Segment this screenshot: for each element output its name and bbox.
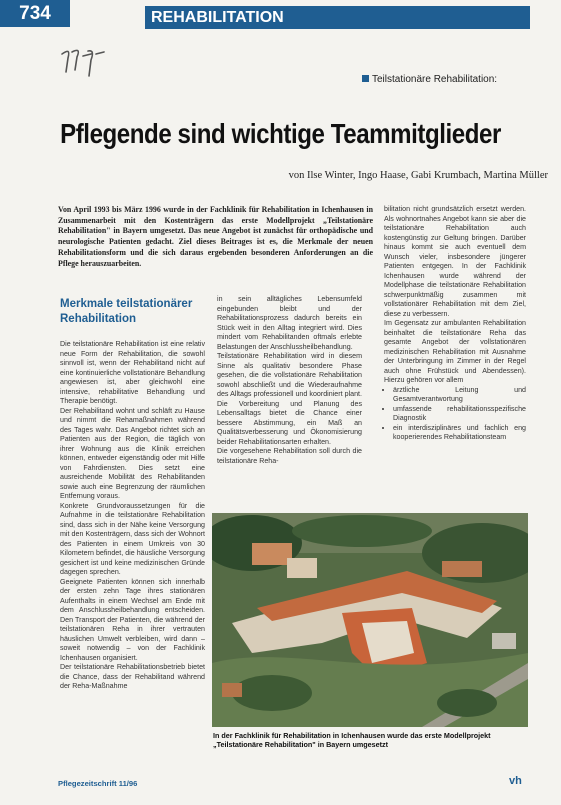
paragraph: bilitation nicht grundsätzlich ersetzt werden. Als wohnortnahes Angebot kann sie aber die teilstationäre Rehabilitation auch kostengünstig zur Geltung bringen. Darüber hinaus kommt sie auch eventuell dem Wunsch vieler, insbesondere jüngerer Patienten entgegen. In der Fachklinik Ichenhausen wurde während der Modellphase die teilstationäre Rehabilitation schwerpunktmäßig zusammen mit vollstationärer Rehabilitation mit dem Ziel, diese zu verbessern. <box>384 205 526 318</box>
clinic-aerial-photo <box>212 513 528 727</box>
publisher-logo: vh <box>509 775 522 787</box>
bullet-list <box>384 386 526 443</box>
paragraph: Im Gegensatz zur ambulanten Rehabilitation beinhaltet die teilstationäre Reha das gesamte Angebot der vollstationären medizinischen Rehabilitation mit Ausnahme der Unterbringung im Zimmer in der Regel auch ohne Frühstück und Abendessen). Hierzu gehören vor allem <box>384 319 526 384</box>
paragraph: Der teilstationäre Rehabilitationsbetrieb bietet die Chance, dass der Rehabilitand während der Reha-Maßnahme <box>60 663 205 690</box>
section-title: REHABILITATION <box>145 6 530 29</box>
photo-caption: In der Fachklinik für Rehabilitation in Ichenhausen wurde das erste Modellprojekt „Teilstationäre Rehabilitation" in Bayern umgesetzt <box>213 731 491 750</box>
top-banner <box>0 0 561 30</box>
article-headline: Pflegende sind wichtige Teammitglieder <box>60 118 501 149</box>
subheading: Merkmale teilstationärer Rehabilitation <box>60 298 193 325</box>
paragraph: in sein alltägliches Lebensumfeld eingebunden bleibt und der Rehabilitationsprozess dadurch bereits ein Stück weit in den Alltag integriert wird. Dies mindert vom Rehabilitanden oftmals erlebte Belastungen der Anschlussheilbehandlung. <box>217 295 362 351</box>
kicker <box>362 74 497 85</box>
page-number: 734 <box>0 0 70 27</box>
footer-publication: Pflegezeitschrift 11/96 <box>58 779 138 788</box>
lead-paragraph: Von April 1993 bis März 1996 wurde in der Fachklinik für Rehabilitation in Ichenhausen in Zusammenarbeit mit den Kostenträgern das erste Modellprojekt „Teilstationäre Rehabilitation" in Bayern umgesetzt. Das neue Angebot ist zunächst für orthopädische und neurologische Patienten gedacht. Ziel dieses Beitrages ist es, die Merkmale der neuen Rehabilitationsform und die sich daraus ergebenden besonderen Anforderungen an die Pflege herauszuarbeiten. <box>58 205 373 268</box>
body-column-1 <box>60 340 205 692</box>
list-item: • umfassende rehabilitationsspezifische Diagnostik <box>393 405 526 424</box>
paragraph: Konkrete Grundvoraussetzungen für die Aufnahme in die teilstationäre Rehabilitation sind, dass sich in der Nähe keine Versorgung mit den Kostenträgern, dass sich der Wohnort des Patienten in einem Umkreis von 30 Kilometern befindet, die häusliche Versorgung gesichert ist und keine medizinischen Gründe dagegen sprechen. <box>60 501 205 576</box>
kicker-text: Teilstationäre Rehabilitation: <box>372 74 498 85</box>
authors: von Ilse Winter, Ingo Haase, Gabi Krumbach, Martina Müller <box>288 170 548 181</box>
paragraph: Der Rehabilitand wohnt und schläft zu Hause und nimmt die Rehamaßnahmen während des Tages wahr. Das Angebot richtet sich an Patienten aus der Region, die täglich von ihrer Wohnung aus die Klinik erreichen können, entweder eigenständig oder mit Hilfe von Fahrdiensten. Dies setzt eine ausreichende Mobilität des Rehabilitanden sowie auch eine Begrenzung der räumlichen Entfernung voraus. <box>60 406 205 500</box>
paragraph: Geeignete Patienten können sich innerhalb der ersten zehn Tage ihres stationären Aufenthalts in einem Wechsel am Ende mit dem Anschlussheilbehandlung entscheiden. Den Transport der Patienten, die während der teilstationären Reha in ihrer vertrauten häuslichen Umwelt verbleiben, wird dann – soweit notwendig – von der Fachklinik Ichenhausen organisiert. <box>60 577 205 662</box>
list-item: • ärztliche Leitung und Gesamtverantwortung <box>393 386 526 405</box>
paragraph: Teilstationäre Rehabilitation wird in diesem Sinne als qualitativ besondere Phase gesehen, die die vollstationäre Rehabilitation sowohl abschließt und die Wiederaufnahme des Alltags professionell und koordiniert plant. Die Vorbereitung und Planung des Lebensalltags bietet die Chance einer bessere Abstimmung, ein Maß an Qualitätsverbesserung und Ökonomisierung beider Rehabilitationsarten erhalten. <box>217 352 362 446</box>
paragraph: Die teilstationäre Rehabilitation ist eine relativ neue Form der Rehabilitation, die sowohl sinnvoll ist, wenn der Rehabilitand nicht auf eine kontinuierliche vollstationäre Behandlung angewiesen ist, aber gleichwohl eine intensive, rehabilitative Behandlung und Therapie benötigt. <box>60 340 205 405</box>
body-column-2 <box>217 295 362 466</box>
body-column-3 <box>384 205 526 443</box>
square-bullet-icon <box>362 75 369 82</box>
list-item: • ein interdisziplinäres und fachlich eng kooperierendes Rehabilitationsteam <box>393 424 526 443</box>
paragraph: Die vorgesehene Rehabilitation soll durch die teilstationäre Reha- <box>217 447 362 465</box>
handwritten-mark-icon <box>58 46 106 82</box>
